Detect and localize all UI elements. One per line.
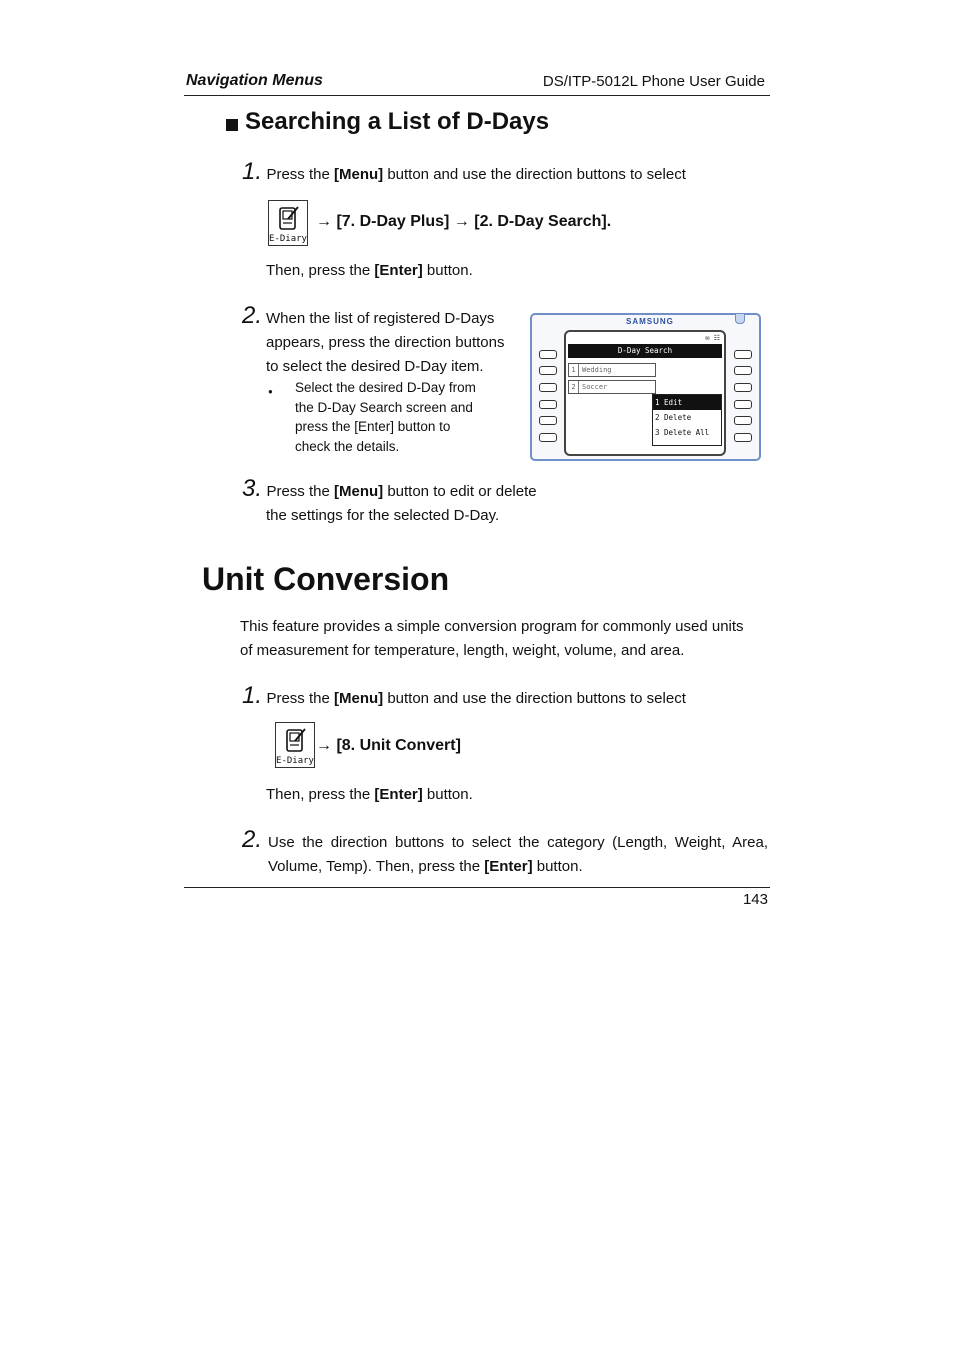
unit-step1 <box>242 682 686 711</box>
header-guide-title: DS/ITP-5012L Phone User Guide <box>542 73 765 90</box>
menu-item-delete-all: 3 Delete All <box>655 428 710 437</box>
dday-step2 <box>242 302 262 330</box>
menu-path: → [8. Unit Convert] <box>316 737 461 754</box>
right-soft-button <box>734 366 752 375</box>
dday-step2-bullet: Select the desired D-Day from the D-Day Search screen and press the [Enter] button to check the details. <box>295 380 476 454</box>
header-rule <box>184 95 770 96</box>
right-soft-button <box>734 383 752 392</box>
step-number: 3. <box>242 475 263 502</box>
then-press-enter: Then, press the [Enter] button. <box>266 786 473 803</box>
unit-step2-text: Use the direction buttons to select the category (Length, Weight, Area, Volume, Temp). Then, press the [Enter] button. <box>268 834 768 875</box>
left-soft-button <box>539 350 557 359</box>
section-heading-text: Searching a List of D-Days <box>245 108 550 135</box>
list-item: 2 Soccer <box>568 380 656 394</box>
step-text: Press the [Menu] button to edit or delete <box>266 483 537 500</box>
e-diary-icon <box>268 200 308 246</box>
e-diary-icon <box>275 722 315 768</box>
status-icons: ✉ ☷ <box>705 334 720 342</box>
menu-item-delete: 2 Delete <box>655 413 692 422</box>
unit-step2 <box>242 826 262 854</box>
screen-title: D-Day Search <box>568 344 722 358</box>
bullet-dot-icon: ● <box>268 387 273 396</box>
page-title: Unit Conversion <box>202 561 450 597</box>
right-soft-button <box>734 433 752 442</box>
step-text: Press the [Menu] button and use the direction buttons to select <box>266 690 686 707</box>
section-heading <box>226 108 549 136</box>
footer-rule <box>184 887 770 888</box>
unit-intro: This feature provides a simple conversion program for commonly used units of measurement for temperature, length, weight, volume, and area. <box>240 618 744 659</box>
right-soft-button <box>734 400 752 409</box>
e-diary-label: E-Diary <box>276 756 314 766</box>
pda-pen-icon <box>281 727 309 755</box>
e-diary-label: E-Diary <box>269 234 307 244</box>
left-soft-button <box>539 433 557 442</box>
left-soft-button <box>539 383 557 392</box>
header-section-title: Navigation Menus <box>186 72 323 89</box>
square-bullet-icon <box>226 119 238 131</box>
step-number: 1. <box>242 682 263 709</box>
dday-step1 <box>242 158 686 187</box>
phone-screen-illustration <box>530 313 761 461</box>
left-soft-button <box>539 416 557 425</box>
step-number: 2. <box>242 302 263 329</box>
dday-step3 <box>242 475 537 504</box>
right-soft-button <box>734 350 752 359</box>
dday-step3-line2: the settings for the selected D-Day. <box>266 507 500 524</box>
step-text: Press the [Menu] button and use the direction buttons to select <box>266 166 686 183</box>
phone-lcd <box>564 330 726 456</box>
phone-brand: SAMSUNG <box>626 317 674 326</box>
menu-path: → [7. D-Day Plus] → [2. D-Day Search]. <box>316 213 612 230</box>
phone-indicator-icon <box>735 313 745 324</box>
right-soft-button <box>734 416 752 425</box>
step-number: 1. <box>242 158 263 185</box>
pda-pen-icon <box>274 205 302 233</box>
list-item: 1 Wedding <box>568 363 656 377</box>
dday-step2-text: When the list of registered D-Days appears, press the direction buttons to select the desired D-Day item. <box>266 310 505 375</box>
menu-item-edit: 1 Edit <box>653 395 721 410</box>
page-number: 143 <box>742 891 768 908</box>
step-number: 2. <box>242 826 263 853</box>
left-soft-button <box>539 400 557 409</box>
popup-menu <box>652 394 722 446</box>
then-press-enter: Then, press the [Enter] button. <box>266 262 473 279</box>
left-soft-button <box>539 366 557 375</box>
